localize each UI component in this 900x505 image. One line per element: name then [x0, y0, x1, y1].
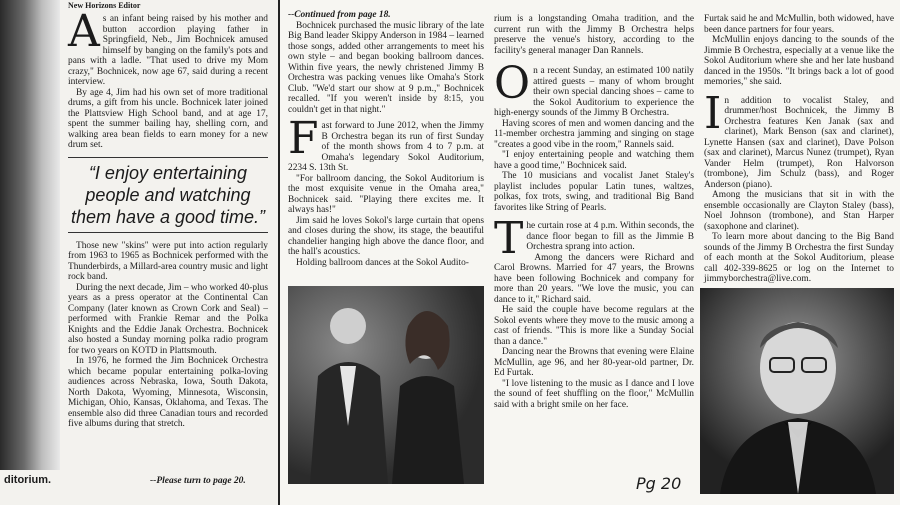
col4-body-1: Among the musicians that sit in with the ensemble occasionally are Clayton Staley (bass), Noel Johnson (trombone), and Stan Harper (saxophone and clarinet).: [704, 190, 894, 232]
portrait-figure: [700, 288, 894, 494]
portrait-photo: [700, 288, 894, 494]
col3-top-0: rium is a longstanding Omaha tradition, and the current run with the Jimmy B Orchestra helps preserve the venue's history, according to the facility's general manager Dan Rannels.: [494, 14, 694, 56]
col1-body-2: In 1976, he formed the Jim Bochnicek Orchestra which became popular entertaining polka-loving audiences across Nebraska, Iowa, South Dakota, North Dakota, Wyoming, Minnesota, Wisconsin, Michigan, Ohio, Kansas, Oklahoma, and Texas. The ensemble also did three Canadian tours and recorded five albums during that stretch.: [68, 356, 268, 429]
col3-t-1: Among the dancers were Richard and Carol Browns. Married for 47 years, the Browns have been following Bochnicek and company for more than 20 years. "We love the music, you can dance to it," Richard said.: [494, 252, 694, 305]
col3-t-2: He said the couple have become regulars at the Sokol events where they move to the music among a cast of friends. "This is more like a Sunday Social than a dance.": [494, 305, 694, 347]
col1-intro-0: s an infant being raised by his mother and button accordion playing father in Springfield, Neb., Jim Bochnicek amused himself by banging on the family's pots and pans with a ladle. "That used to drive my Mom crazy," Bochnicek, now age 67, said during a recent interview.: [68, 14, 268, 87]
pull-quote: “I enjoy entertaining people and watching them have a good time.”: [68, 157, 268, 233]
right-page-clipping: [280, 0, 900, 505]
left-strip-word: ditorium.: [4, 474, 52, 486]
col3-t-0: he curtain rose at 4 p.m. Within seconds, the dance floor began to fill as the Jimmie B Orchestra sprang into action.: [526, 221, 694, 252]
col2-top-0: Bochnicek purchased the music library of the late Big Band leader Skippy Anderson in 1984 – learned those songs, added other arrangements to meet his own style – and began booking ballroom dances. Within five years, the newly christened Jimmy B Orchestra was packing venues like Omaha's Stork Club. "We'd start our show at 9 p.m.," Bochnicek recalled. "If you weren't inside by 8:15, you couldn't get in that night.": [288, 20, 484, 115]
col2-mid-0: ast forward to June 2012, when the Jimmy B Orchestra began its run of first Sunday of the month shows from 4 to 7 p.m. at Omaha's legendary Sokol Auditorium, 2234 S. 13th St.: [288, 121, 484, 173]
dropcap-t: T: [494, 213, 524, 264]
col4-body-0: n addition to vocalist Staley, and drummer/host Bochnicek, the Jimmy B Orchestra features Ken Janak (sax and clarinet), Mark Benson (sax and clarinet), Lynette Hansen (sax and clarinet), Dave Polson (sax and clarinet), Marcus Nunez (trumpet), Ryan Vander Helm (trumpet), Ron Halvorson (trombone), Jim Schulz (bass), and Roger Anderson (piano).: [704, 95, 894, 190]
editor-label: New Horizons Editor: [68, 1, 141, 10]
continued-label: --Continued from page 18.: [288, 10, 391, 20]
dropcap-i: I: [704, 87, 722, 139]
col2-mid-1: "For ballroom dancing, the Sokol Auditorium is the most exquisite venue in the Omaha area," Bochnicek said. "Playing there excites me. It always has!": [288, 173, 484, 215]
column-3: [494, 14, 694, 444]
dropcap-f: F: [288, 113, 319, 164]
col2-mid-3: Holding ballroom dances at the Sokol Audito-: [296, 257, 469, 268]
left-page-clipping: [0, 0, 280, 505]
col3-o-3: The 10 musicians and vocalist Janet Staley's playlist includes popular Latin tunes, waltzes, polkas, fox trots, swing, and traditional Big Band favorites like String of Pearls.: [494, 171, 694, 213]
column-2: [288, 10, 484, 282]
col1-body-1: During the next decade, Jim – who worked 40-plus years as a press operator at the Continental Can Company (later known as Crown Cork and Seal) – performed with Frankie Remar and the Polka Knights and the Eddie Janak Orchestra. Bochnicek also hosted a Sunday morning polka radio program for two years on KOTD in Plattsmouth.: [68, 282, 268, 356]
column-4: [704, 14, 894, 284]
col1-body-0: Those new "skins" were put into action regularly from 1963 to 1965 as Bochnicek performed with the Thunderbirds, a Millard-area country music and light rock band.: [68, 240, 268, 282]
col1-intro-1: By age 4, Jim had his own set of more traditional drums, a gift from his uncle. Bochnicek later joined the Plattsview High School band, and at age 17, spent the summer bailing hay, shelling corn, and walking area bean fields to earn money for a new drum set.: [68, 87, 268, 150]
page-number: Pg 20: [636, 474, 682, 493]
col4-body-2: To learn more about dancing to the Big Band sounds of the Jimmy B Orchestra the first Sunday of each month at the Sokol Auditorium, please call 402-339-8625 or log on the Internet to jimmyborchestra@live.com.: [704, 232, 894, 284]
col3-t-4: "I love listening to the music as I dance and I love the sound of feet shuffling on the floor," McMullin said with a bright smile on her face.: [494, 378, 694, 410]
dropcap-o: O: [494, 58, 531, 109]
left-strip-photo: [0, 0, 60, 470]
turn-to-page: --Please turn to page 20.: [150, 476, 246, 486]
column-1: [68, 6, 268, 484]
col4-top-1: McMullin enjoys dancing to the sounds of the Jimmie B Orchestra, especially at a venue like the Sokol Auditorium where she and her late husband danced in the 1950s. "It brings back a lot of good memories," she said.: [704, 35, 894, 87]
col4-top-0: Furtak said he and McMullin, both widowed, have been dance partners for four years.: [704, 14, 894, 35]
couple-photo-figures: [288, 286, 484, 484]
col3-o-2: "I enjoy entertaining people and watching them have a good time," Bochnicek said.: [494, 150, 694, 171]
dropcap-a: A: [68, 6, 100, 57]
col3-o-1: Having scores of men and women dancing and the 11-member orchestra jamming and singing on stage "creates a good vibe in the room," Rannels said.: [494, 118, 694, 150]
couple-photo: [288, 286, 484, 484]
col2-mid-2: Jim said he loves Sokol's large curtain that opens and closes during the show, its stage, the beautiful chandelier hanging high above the dance floor, and the hall's acoustics.: [288, 215, 484, 257]
col3-o-0: n a recent Sunday, an estimated 100 natily attired guests – many of whom brought their own special dancing shoes – came to the Sokol Auditorium to experience the high-energy sounds of the Jimmy B Orchestra.: [494, 66, 694, 118]
col3-t-3: Dancing near the Browns that evening were Elaine McMullin, age 96, and her 80-year-old partner, Dr. Ed Furtak.: [494, 347, 694, 378]
